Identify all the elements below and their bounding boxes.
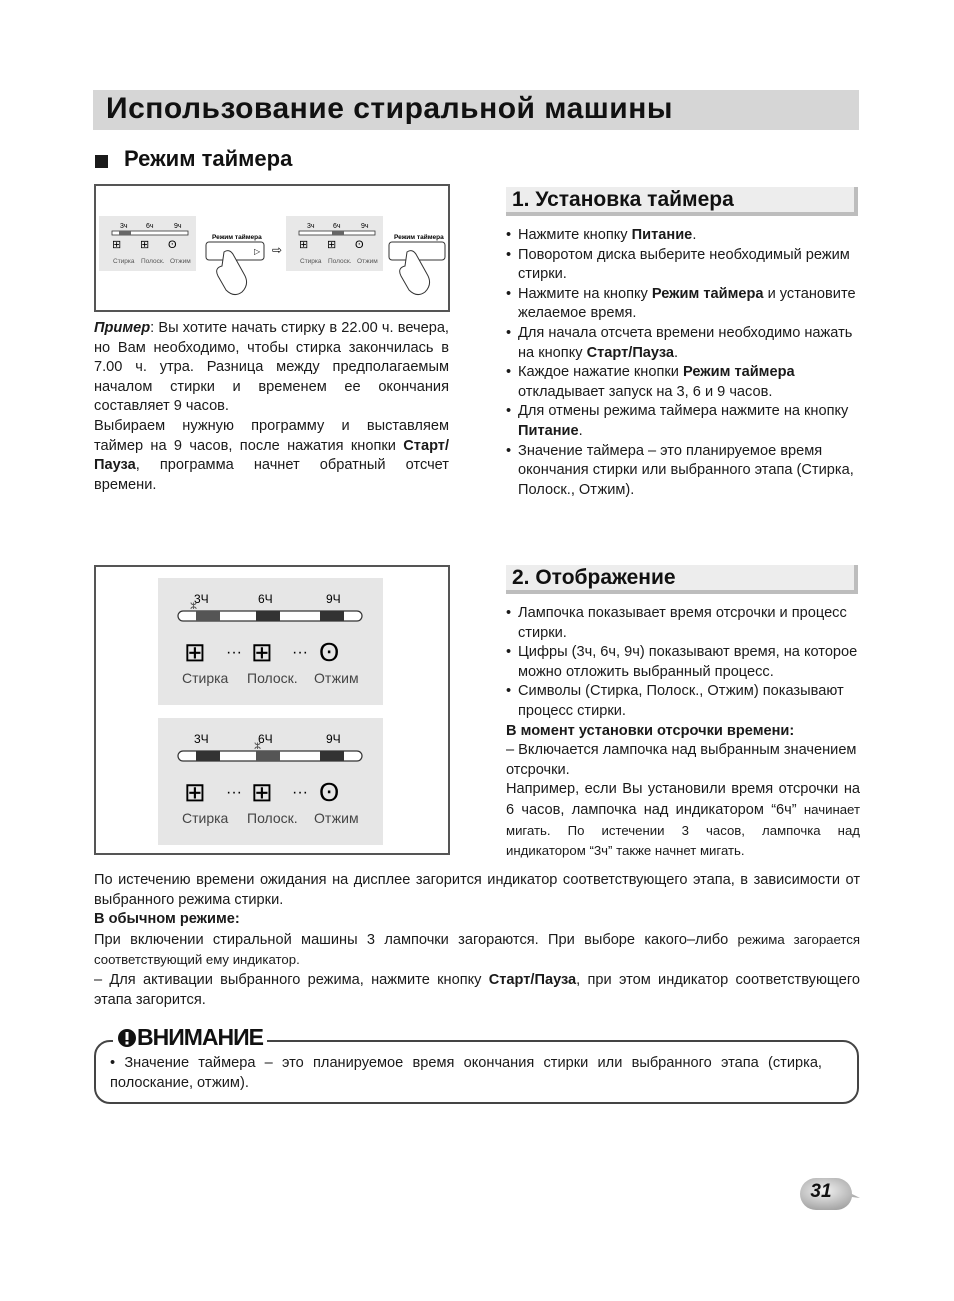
example-p2-pre: Выбираем нужную программу и выставляем таймер на 9 часов, после нажатия кнопки [94, 417, 449, 454]
display1-blink-icon: ⵣ [190, 601, 198, 611]
example-p2-post: , программа начнет обратный отсчет времени. [94, 457, 449, 493]
example-lead: Пример [94, 320, 151, 336]
display2-stage-spin: Отжим [314, 810, 359, 826]
list-item: • Нажмите на кнопку Режим таймера и установите желаемое время. [506, 285, 860, 324]
bottom-p2a: При включении стиральной машины 3 лампочки загораются. При выборе какого–либо [94, 931, 738, 948]
display2-wash-icon: ⊞ [184, 777, 206, 807]
page-title: Использование стиральной машины [106, 92, 673, 125]
panel1-stage-rinse: Полоск. [141, 258, 165, 265]
example-text [94, 319, 449, 495]
panel1-rinse-icon: ⊞ [140, 239, 150, 251]
setup-heading: 1. Установка таймера [512, 188, 734, 211]
bottom-p2b: режима загорается соответствующий ему индикатор. [94, 931, 861, 968]
example-p2-bold: Старт/Пауза [94, 437, 449, 474]
display-p1: – Включается лампочка над выбранным значением отсрочки. [506, 742, 857, 778]
display2-stage-rinse: Полоск. [247, 810, 298, 826]
panel1-wash-icon: ⊞ [112, 239, 122, 251]
timer-button-label-2: Режим таймера [394, 234, 444, 241]
page-number: 31 [810, 1181, 832, 1202]
panel1-stage-wash: Стирка [113, 258, 135, 265]
list-item: • Символы (Стирка, Полоск., Отжим) показывают процесс стирки. [506, 682, 860, 721]
display1-dots-2: ··· [292, 644, 308, 661]
display1-rinse-icon: ⊞ [251, 637, 273, 667]
display2-time-3: 3Ч [194, 732, 209, 746]
bottom-p3-pre: – Для активации выбранного режима, нажмите кнопку [94, 971, 489, 988]
display2-spin-icon: ʘ [319, 777, 340, 807]
list-item: • Цифры (3ч, 6ч, 9ч) показывают время, на которое можно отложить выбранный процесс. [506, 643, 860, 682]
list-item: • Лампочка показывает время отсрочки и процесс стирки. [506, 604, 860, 643]
timer-setup-illustration [96, 186, 448, 310]
warning-icon [117, 1028, 137, 1048]
display-subheading: В момент установки отсрочки времени: [506, 722, 795, 739]
caution-title: ВНИМАНИЕ [137, 1024, 264, 1050]
section-title: Режим таймера [124, 146, 293, 171]
list-item: • Нажмите кнопку Питание. [506, 226, 860, 246]
bottom-p3-bold: Старт/Пауза [488, 971, 577, 988]
display2-dots-1: ··· [226, 784, 242, 801]
list-item: • Поворотом диска выберите необходимый режим стирки. [506, 246, 860, 285]
display1-stage-spin: Отжим [314, 670, 359, 686]
panel2-time-6: 6ч [333, 223, 341, 230]
display-figure [94, 565, 450, 855]
display2-rinse-icon: ⊞ [251, 777, 273, 807]
bottom-subheading: В обычном режиме: [94, 911, 240, 928]
timer-setup-figure [94, 184, 450, 312]
button1-arrow-icon: ▷ [254, 247, 261, 256]
display2-time-6: 6Ч [258, 732, 273, 746]
display2-dots-2: ··· [292, 784, 308, 801]
display1-stage-rinse: Полоск. [247, 670, 298, 686]
caution-text: • Значение таймера – это планируемое время окончания стирки или выбранного этапа (стирка, полоскание, отжим). [110, 1055, 822, 1091]
example-p1: : Вы хотите начать стирку в 22.00 ч. вечера, но Вам необходимо, чтобы стирка закончилась в 7.00 ч. утра. Разница между предполагаемым началом стирки и временем ее окончания составляет 9 часов. [94, 320, 449, 415]
panel2-lamp-6 [332, 231, 344, 235]
panel2-rinse-icon: ⊞ [327, 239, 337, 251]
panel2-time-9: 9ч [361, 223, 369, 230]
display1-stage-wash: Стирка [182, 670, 229, 686]
panel1-lamp-3 [119, 231, 131, 235]
bottom-p3-post: , при этом индикатор соответствующего этапа загорится. [94, 971, 860, 1008]
display-heading: 2. Отображение [512, 566, 676, 589]
list-item: • Каждое нажатие кнопки Режим таймера откладывает запуск на 3, 6 и 9 часов. [506, 363, 860, 402]
caution-header [113, 1024, 267, 1051]
list-item: • Значение таймера – это планируемое время окончания стирки или выбранного этапа (Стирка, Полоск., Отжим). [506, 442, 860, 501]
panel2-spin-icon: ʘ [355, 239, 364, 251]
display-illustration [96, 567, 448, 853]
panel2-stage-rinse: Полоск. [328, 258, 352, 265]
list-item: • Для начала отсчета времени необходимо нажать на кнопку Старт/Пауза. [506, 324, 860, 363]
display-p2b: начинает мигать. По истечении 3 часов, лампочка над индикатором “3ч” также начнет мигать. [506, 801, 860, 859]
panel2-stage-spin: Отжим [357, 258, 378, 265]
panel2-stage-wash: Стирка [300, 258, 322, 265]
list-item: • Для отмены режима таймера нажмите на кнопку Питание. [506, 402, 860, 441]
step-arrow-icon: ⇨ [272, 243, 283, 257]
panel1-spin-icon: ʘ [168, 239, 177, 251]
display1-time-9: 9Ч [326, 592, 341, 606]
display1-lamp-6 [256, 611, 280, 621]
panel1-stage-spin: Отжим [170, 258, 191, 265]
display1-wash-icon: ⊞ [184, 637, 206, 667]
display2-lamp-3 [196, 751, 220, 761]
bottom-text [94, 871, 860, 1010]
bottom-p1: По истечению времени ожидания на дисплее загорится индикатор соответствующего этапа, в зависимости от выбранного режима стирки. [94, 872, 860, 908]
display1-lamp-3-lit [196, 611, 220, 621]
display-list [506, 604, 860, 862]
display1-spin-icon: ʘ [319, 637, 340, 667]
display2-lamp-6-lit [256, 751, 280, 761]
display1-lamp-9 [320, 611, 344, 621]
display1-dots-1: ··· [226, 644, 242, 661]
timer-button-label-1: Режим таймера [212, 234, 262, 241]
display2-blink-icon: ⵣ [254, 741, 262, 751]
section-bullet-square [95, 155, 108, 168]
display1-time-6: 6Ч [258, 592, 273, 606]
panel2-time-3: 3ч [307, 223, 315, 230]
setup-list [506, 226, 860, 500]
display2-lamp-9 [320, 751, 344, 761]
display-p2a: Например, если Вы установили время отсрочки на 6 часов, лампочка над индикатором “6ч” [506, 781, 860, 818]
panel1-time-3: 3ч [120, 223, 128, 230]
display1-time-3: 3Ч [194, 592, 209, 606]
display2-time-9: 9Ч [326, 732, 341, 746]
panel2-wash-icon: ⊞ [299, 239, 309, 251]
panel1-time-6: 6ч [146, 223, 154, 230]
panel1-time-9: 9ч [174, 223, 182, 230]
display2-stage-wash: Стирка [182, 810, 229, 826]
